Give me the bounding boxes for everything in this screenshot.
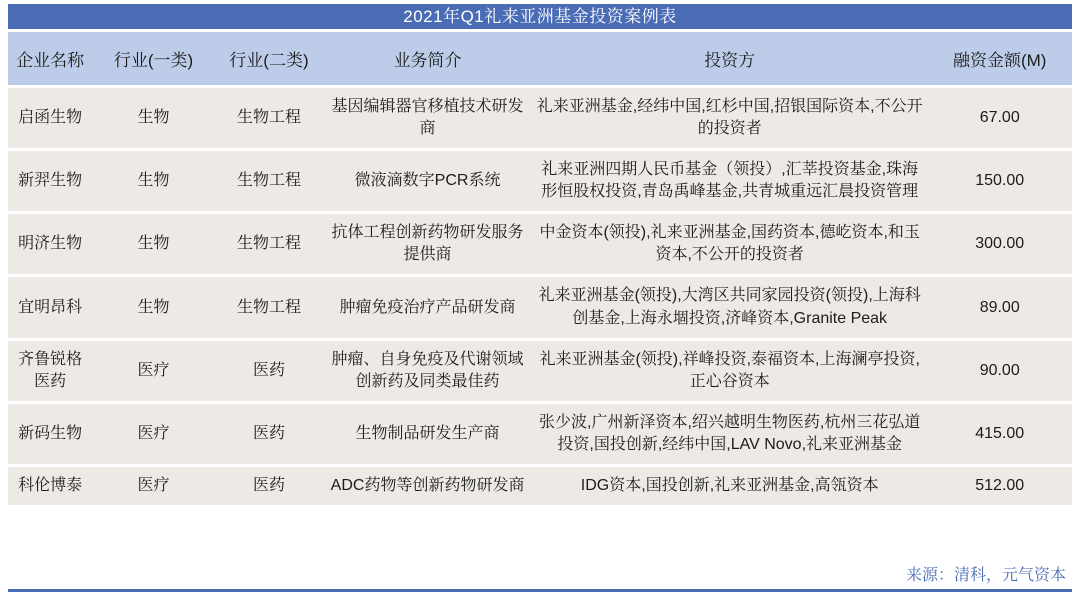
cell-industry2: 生物工程 [215,88,323,148]
cell-industry2: 医药 [215,404,323,464]
cell-amount: 90.00 [927,341,1072,401]
cell-amount: 300.00 [927,214,1072,274]
header-amount: 融资金额(M) [927,32,1072,85]
cell-investors: 张少波,广州新泽资本,绍兴越明生物医药,杭州三花弘道投资,国投创新,经纬中国,LAV Novo,礼来亚洲基金 [532,404,927,464]
cell-amount: 67.00 [927,88,1072,148]
cell-industry1: 生物 [92,151,214,211]
cell-investors: 礼来亚洲基金,经纬中国,红杉中国,招银国际资本,不公开的投资者 [532,88,927,148]
cell-investors: 礼来亚洲基金(领投),大湾区共同家园投资(领投),上海科创基金,上海永堌投资,济峰资本,Granite Peak [532,277,927,337]
cell-industry1: 医疗 [92,467,214,505]
cell-industry2: 生物工程 [215,151,323,211]
header-industry2: 行业(二类) [215,32,323,85]
cell-company: 新码生物 [8,404,92,464]
cell-industry2: 医药 [215,341,323,401]
table-header [8,32,1072,85]
table-row [8,151,1072,211]
cell-amount: 150.00 [927,151,1072,211]
cell-investors: 中金资本(领投),礼来亚洲基金,国药资本,德屹资本,和玉资本,不公开的投资者 [532,214,927,274]
table-body [8,88,1072,505]
source-credit: 来源：清科，元气资本 [905,567,1066,584]
cell-industry2: 生物工程 [215,214,323,274]
cell-industry1: 医疗 [92,404,214,464]
cell-industry1: 生物 [92,88,214,148]
cell-business: 肿瘤免疫治疗产品研发商 [323,277,532,337]
cell-industry2: 医药 [215,467,323,505]
cell-company: 启函生物 [8,88,92,148]
cell-industry2: 生物工程 [215,277,323,337]
cell-investors: 礼来亚洲四期人民币基金（领投）,汇莘投资基金,珠海形恒股权投资,青岛禹峰基金,共青城重远汇晨投资管理 [532,151,927,211]
cell-amount: 415.00 [927,404,1072,464]
cell-company: 新羿生物 [8,151,92,211]
cell-investors: 礼来亚洲基金(领投),祥峰投资,泰福资本,上海澜亭投资,正心谷资本 [532,341,927,401]
header-investors: 投资方 [532,32,927,85]
cell-amount: 512.00 [927,467,1072,505]
cell-investors: IDG资本,国投创新,礼来亚洲基金,高瓴资本 [532,467,927,505]
cell-business: 肿瘤、自身免疫及代谢领域创新药及同类最佳药 [323,341,532,401]
table-row [8,341,1072,401]
header-company: 企业名称 [8,32,92,85]
investment-table [8,29,1072,508]
cell-business: 基因编辑器官移植技术研发商 [323,88,532,148]
table-row [8,467,1072,505]
table-row [8,88,1072,148]
cell-industry1: 生物 [92,277,214,337]
cell-business: 微液滴数字PCR系统 [323,151,532,211]
cell-industry1: 医疗 [92,341,214,401]
cell-company: 宜明昂科 [8,277,92,337]
header-row [8,32,1072,85]
cell-business: ADC药物等创新药物研发商 [323,467,532,505]
table-row [8,404,1072,464]
cell-business: 生物制品研发生产商 [323,404,532,464]
table-row [8,277,1072,337]
cell-business: 抗体工程创新药物研发服务提供商 [323,214,532,274]
cell-company: 科伦博泰 [8,467,92,505]
table-title: 2021年Q1礼来亚洲基金投资案例表 [8,4,1072,29]
table-row [8,214,1072,274]
cell-company: 明济生物 [8,214,92,274]
footer [8,508,1072,594]
header-industry1: 行业(一类) [92,32,214,85]
cell-company: 齐鲁锐格医药 [8,341,92,401]
header-business: 业务简介 [323,32,532,85]
cell-industry1: 生物 [92,214,214,274]
cell-amount: 89.00 [927,277,1072,337]
bottom-divider [8,589,1072,592]
